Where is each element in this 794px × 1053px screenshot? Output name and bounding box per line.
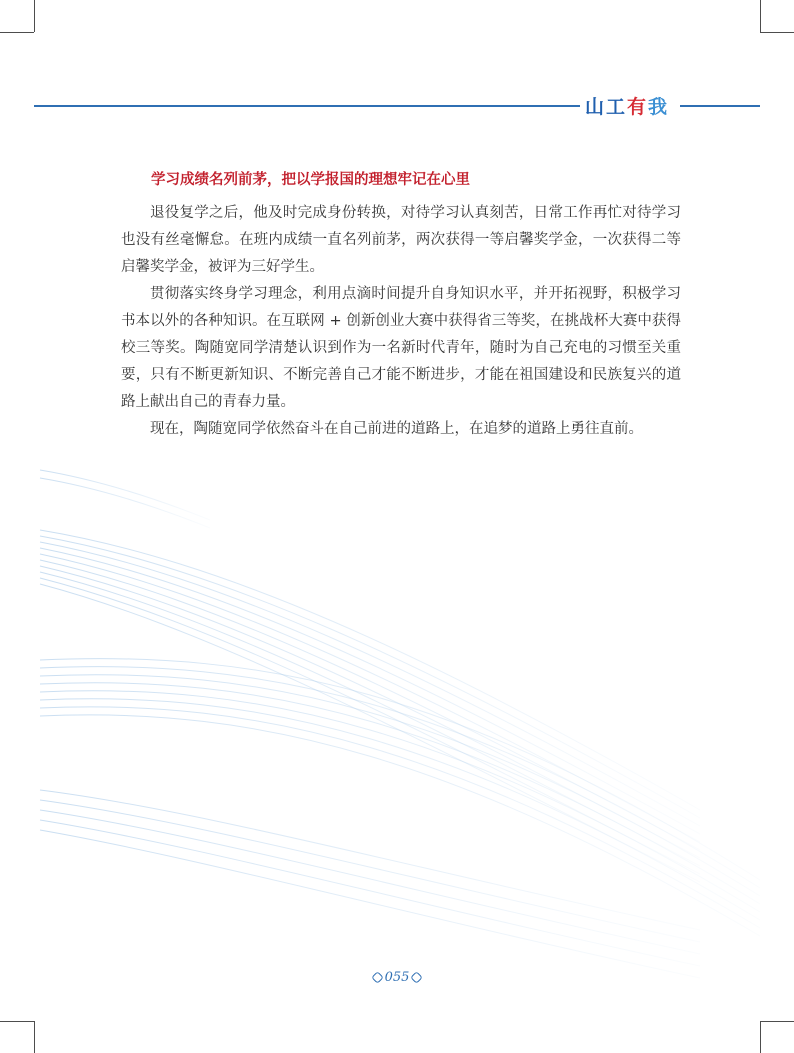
crop-mark-bottom-left-v: [34, 1021, 35, 1053]
crop-mark-top-left-h: [0, 32, 34, 33]
page-number-text: 055: [384, 970, 410, 985]
brand-char: 山: [585, 95, 607, 118]
paragraph: 现在，陶随宽同学依然奋斗在自己前进的道路上，在追梦的道路上勇往直前。: [150, 421, 643, 437]
hexagon-left-icon: [371, 971, 384, 984]
brand-char: 有: [627, 95, 649, 118]
brand-title: [585, 90, 675, 120]
hexagon-right-icon: [411, 971, 424, 984]
crop-mark-top-right-h: [760, 32, 794, 33]
crop-mark-top-right-v: [760, 0, 761, 32]
brand-char: 工: [606, 95, 628, 118]
article-body: [121, 168, 681, 443]
header-rule-left: [34, 105, 580, 107]
crop-mark-top-left-v: [34, 0, 35, 32]
crop-mark-bottom-right-v: [760, 1021, 761, 1053]
page-number: [0, 970, 794, 985]
paragraph: 退役复学之后，他及时完成身份转换，对待学习认真刻苦，日常工作再忙对待学习也没有丝毫懈怠。在班内成绩一直名列前茅，两次获得一等启馨奖学金，一次获得二等启馨奖学金，被评为三好学生。: [121, 205, 681, 275]
section-heading: 学习成绩名列前茅，把以学报国的理想牢记在心里: [151, 172, 470, 188]
decorative-wave-background: [0, 450, 794, 990]
crop-mark-bottom-right-h: [760, 1021, 794, 1022]
paragraph: 贯彻落实终身学习理念，利用点滴时间提升自身知识水平，并开拓视野，积极学习书本以外的各种知识。在互联网 + 创新创业大赛中获得省三等奖，在挑战杯大赛中获得校三等奖。陶随宽同学清楚认识到作为一名新时代青年，随时为自己充电的习惯至关重要，只有不断更新知识、不断完善自己才能不断进步，才能在祖国建设和民族复兴的道路上献出自己的青春力量。: [121, 286, 681, 410]
crop-mark-bottom-left-h: [0, 1021, 34, 1022]
brand-char: 我: [648, 95, 670, 118]
header-rule-right: [680, 105, 760, 107]
